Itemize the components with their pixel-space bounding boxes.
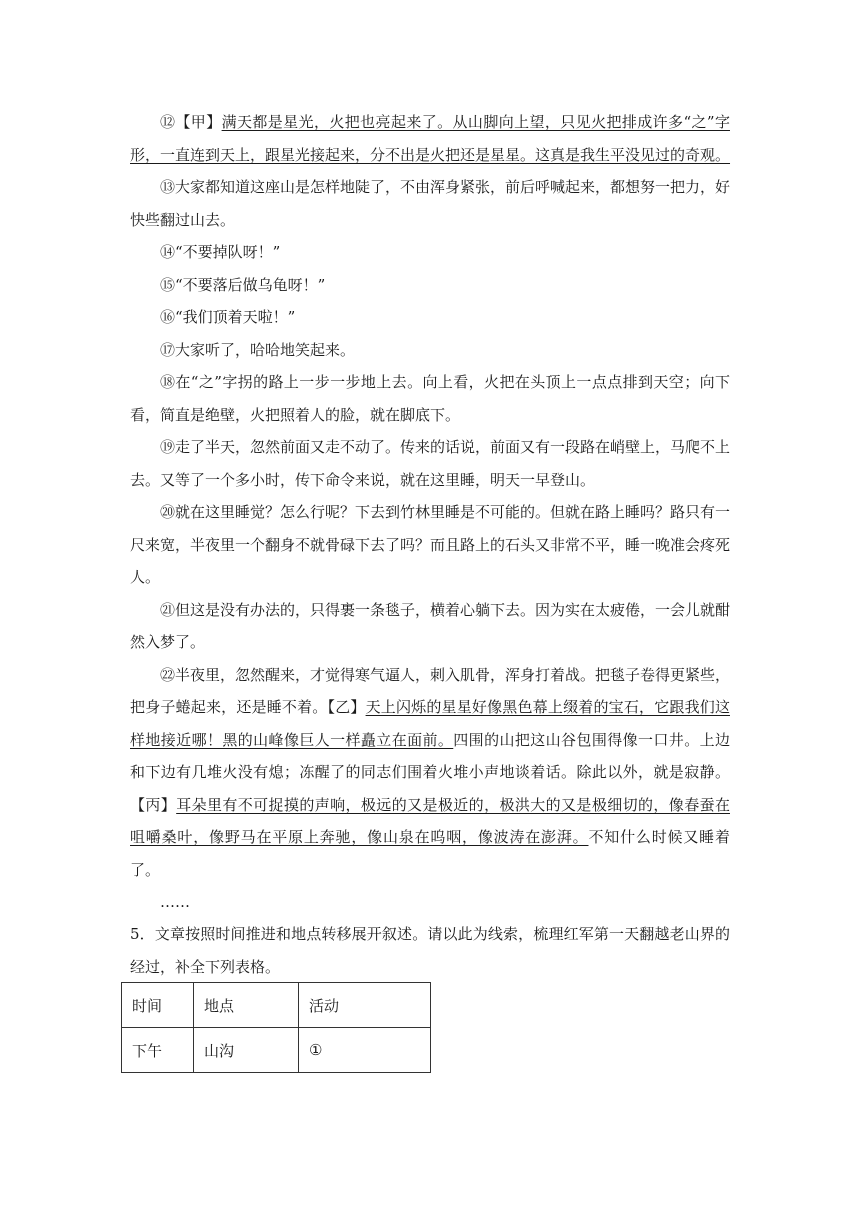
marker-bing: 【丙】 xyxy=(130,795,177,814)
table-row xyxy=(122,1028,431,1073)
underlined-sentence-jia: 满天都是星光，火把也亮起来了。从山脚向上望，只见火把排成许多“之”字形，一直连到天上，跟星光接起来，分不出是火把还是星星。这真是我生平没见过的奇观。 xyxy=(130,113,731,164)
underlined-sentence-bing: 耳朵里有不可捉摸的声响，极远的又是极近的，极洪大的又是极细切的，像春蚕在咀嚼桑叶，像野马在平原上奔驰，像山泉在呜咽，像波涛在澎湃。 xyxy=(130,795,730,846)
paragraph-19: ⑲走了半天，忽然前面又走不动了。传来的话说，前面又有一段路在峭壁上，马爬不上去。又等了一个多小时，传下命令来说，就在这里睡，明天一早登山。 xyxy=(130,438,731,489)
table-cell: 山沟 xyxy=(194,1028,299,1073)
question-5: 5．文章按照时间推进和地点转移展开叙述。请以此为线索，梳理红军第一天翻越老山界的经过，补全下列表格。 xyxy=(130,925,730,976)
marker-jia: 【甲】 xyxy=(175,113,222,131)
paragraph-13: ⑬大家都知道这座山是怎样地陡了，不由浑身紧张，前后呼喊起来，都想努一把力，好快些翻过山去。 xyxy=(130,178,731,229)
table-header-cell: 活动 xyxy=(299,983,431,1028)
paragraph-12 xyxy=(130,106,730,171)
paragraph-22-start: ㉒半夜里，忽然醒来，才觉得寒气逼人，刺入肌骨，浑身打着战。把毯子卷得更紧些，把身子蜷起来，还是睡不着。 xyxy=(130,665,731,716)
table-cell-blank: ① xyxy=(299,1028,431,1073)
paragraph-22 xyxy=(130,659,730,887)
paragraph-14: ⑭“不要掉队呀！” xyxy=(160,243,281,261)
paragraph-21: ㉑但这是没有办法的，只得裹一条毯子，横着心躺下去。因为实在太疲倦，一会儿就酣然入梦了。 xyxy=(130,600,731,651)
passage-content xyxy=(130,106,730,984)
table-header-cell: 时间 xyxy=(122,983,194,1028)
paragraph-22-end: 不知什么时候又睡着了。 xyxy=(130,828,730,879)
paragraph-15: ⑮“不要落后做乌龟呀！” xyxy=(160,275,326,294)
answer-table xyxy=(121,982,431,1073)
paragraph-22-middle: 四围的山把这山谷包围得像一口井。上边和下边有几堆火没有熄；冻醒了的同志们围着火堆小声地谈着话。除此以外，就是寂静。 xyxy=(130,730,730,781)
paragraph-number: ⑫ xyxy=(160,113,176,131)
paragraph-16: ⑯“我们顶着天啦！” xyxy=(160,308,296,326)
table-header-row xyxy=(122,983,431,1028)
table-header-cell: 地点 xyxy=(194,983,299,1028)
ellipsis: …… xyxy=(160,893,190,911)
underlined-sentence-yi: 天上闪烁的星星好像黑色幕上缀着的宝石，它跟我们这样地接近哪！黑的山峰像巨人一样矗立在面前。 xyxy=(130,698,730,749)
paragraph-17: ⑰大家听了，哈哈地笑起来。 xyxy=(160,340,356,359)
paragraph-18: ⑱在“之”字拐的路上一步一步地上去。向上看，火把在头顶上一点点排到天空；向下看，简直是绝壁，火把照着人的脸，就在脚底下。 xyxy=(130,373,730,424)
marker-yi: 【乙】 xyxy=(327,698,366,716)
paragraph-20: ⑳就在这里睡觉？怎么行呢？下去到竹林里睡是不可能的。但就在路上睡吗？路只有一尺来宽，半夜里一个翻身不就骨碌下去了吗？而且路上的石头又非常不平，睡一晚准会疼死人。 xyxy=(130,503,731,586)
table-cell: 下午 xyxy=(122,1028,194,1073)
